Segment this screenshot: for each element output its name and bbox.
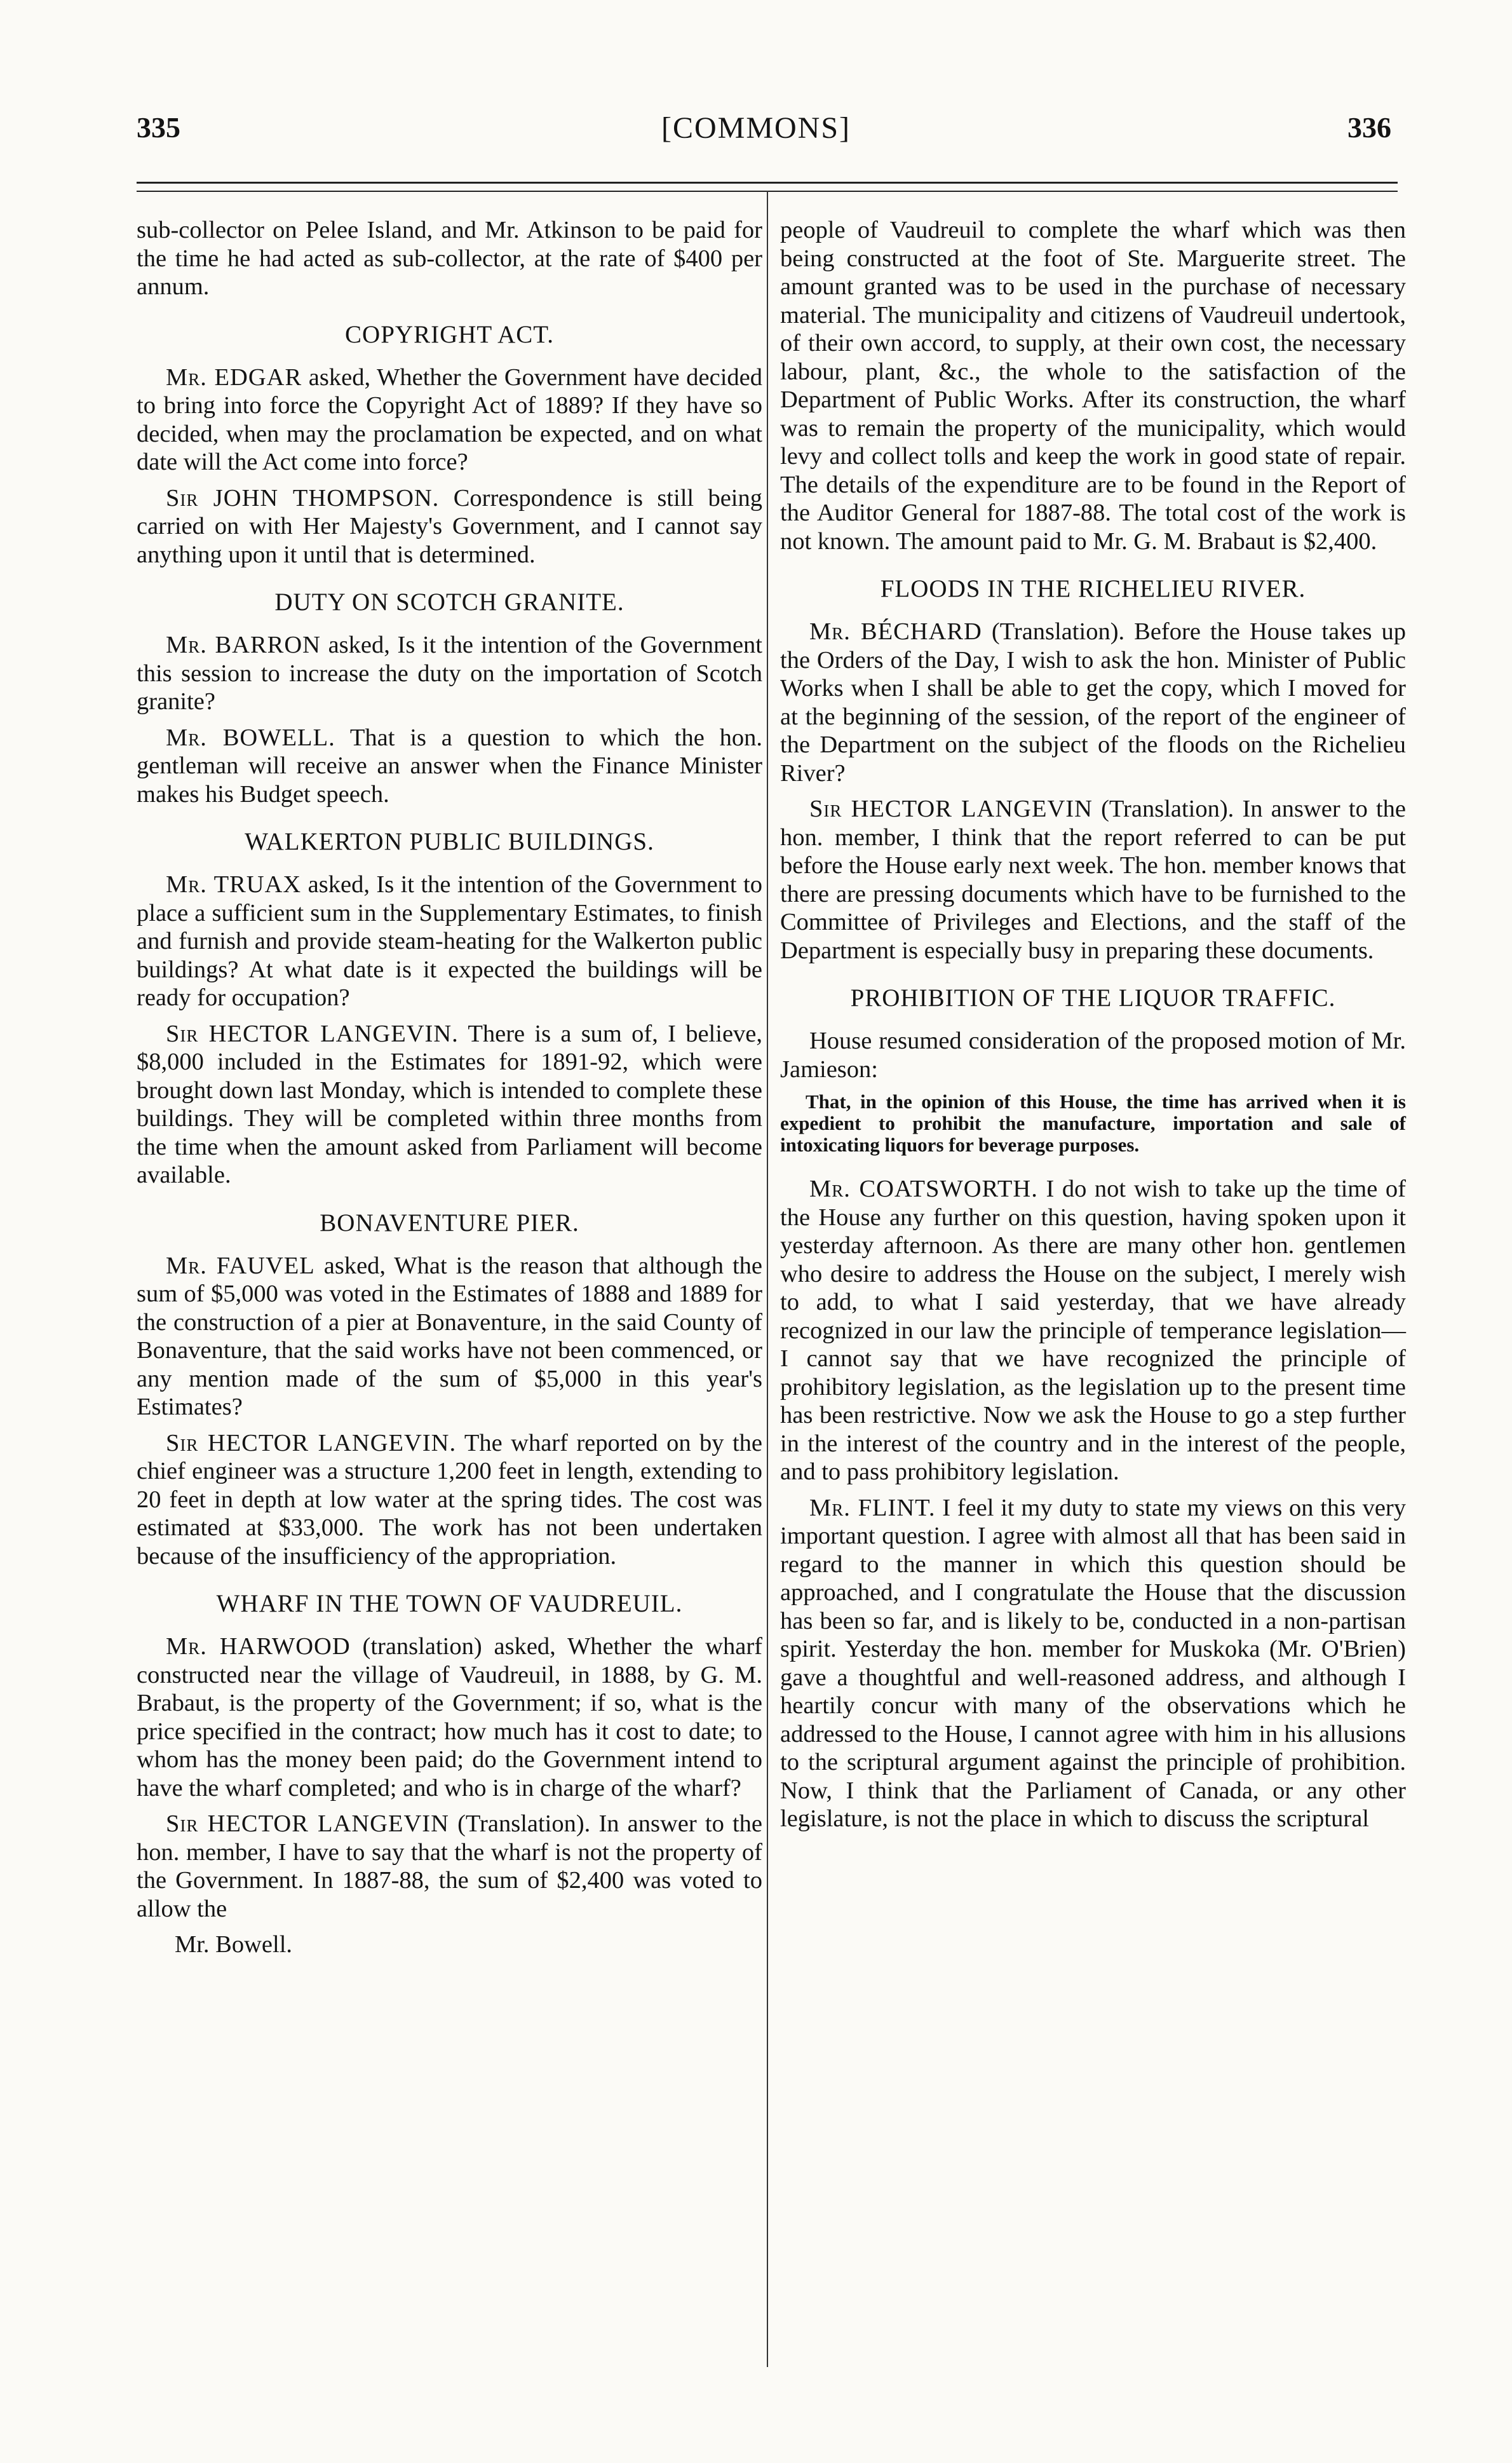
speaker-name: Sir HECTOR LANGEVIN <box>809 796 1093 822</box>
paragraph: people of Vaudreuil to complete the wharf which was then being constructed at the foot of Ste. Marguerite street. The amount granted was to be used in the purchase of necessary material. The municipality and citizens of Vaudreuil undertook, of their own accord, to supply, at their own cost, the necessary labour, plant, &c., the whole to the satisfaction of the Department of Public Works. After its construction, the wharf was to remain the property of the municipality, which would levy and collect tolls and keep the work in good state of repair. The details of the expenditure are to be found in the Report of the Auditor General for 1887-88. The total cost of the work is not known. The amount paid to Mr. G. M. Brabaut is $2,400. <box>780 217 1406 555</box>
paragraph <box>780 1494 1406 1833</box>
speech-text: There is a sum of, I believe, $8,000 included in the Estimates for 1891-92, which were brought down last Monday, which is intended to complete these buildings. They will be completed within three months from the time when the amount asked from Parliament will become available. <box>137 1020 762 1188</box>
paragraph <box>137 363 762 477</box>
speech-text: (Translation). In answer to the hon. member, I think that the report referred to can be put before the House early next week. The hon. member knows that there are pressing documents which have to be furnished to the Committee of Privileges and Elections, and the staff of the Department is especially busy in preparing these documents. <box>780 796 1407 964</box>
section-heading: WALKERTON PUBLIC BUILDINGS. <box>245 828 654 855</box>
speech-text: (Translation). Before the House takes up the Orders of the Day, I wish to ask the hon. Minister of Public Works when I shall be able to get the copy, which I moved for at the beginning of the session, of the report of the engineer of the Department on the subject of the floods on the Richelieu River? <box>780 618 1407 787</box>
speaker-name: Mr. BARRON <box>166 632 321 658</box>
speaker-name: Mr. BÉCHARD <box>809 618 982 645</box>
column-divider <box>767 191 768 2367</box>
speech-text: (translation) asked, Whether the wharf constructed near the village of Vaudreuil, in 1888, by G. M. Brabaut, is the property of the Government; if so, what is the price specified in the contract; how much has it cost to date; to whom has the money been paid; do the Government intend to have the wharf completed; and who is in charge of the wharf? <box>137 1633 763 1801</box>
paragraph <box>137 1810 762 1923</box>
speaker-name: Mr. HARWOOD <box>166 1633 351 1660</box>
speaker-name: Mr. BOWELL. <box>166 724 335 751</box>
speech-text: asked, Is it the intention of the Government this session to increase the duty on the importation of Scotch granite? <box>137 632 762 715</box>
section-heading: FLOODS IN THE RICHELIEU RIVER. <box>880 575 1306 602</box>
speech-text: I do not wish to take up the time of the House any further on this question, having spoken upon it yesterday afternoon. As there are many other hon. gentlemen who desire to address the House on the subject, I merely wish to add, to what I said yesterday, that we have already recognized in our law the principle of temperance legislation—I cannot say that we have recognized the principle of prohibitory legislation, as the legislation up to the present time has been restrictive. Now we ask the House to go a step further in the interest of the country and in the interest of the people, and to pass prohibitory legislation. <box>780 1176 1406 1485</box>
paragraph: House resumed consideration of the proposed motion of Mr. Jamieson: <box>780 1028 1406 1083</box>
paragraph <box>780 795 1406 965</box>
speech-text: asked, Whether the Government have decided to bring into force the Copyright Act of 1889? If they have so decided, when may the proclamation be expected, and on what date will the Act come into force? <box>137 363 762 475</box>
left-column <box>137 216 762 1967</box>
paragraph <box>137 1429 762 1571</box>
page-header <box>0 0 1512 153</box>
speech-text: Correspondence is still being carried on with Her Majesty's Government, and I cannot say anything upon it until that is determined. <box>137 484 763 568</box>
speaker-name: Sir HECTOR LANGEVIN. <box>166 1429 457 1456</box>
section-heading: PROHIBITION OF THE LIQUOR TRAFFIC. <box>850 984 1336 1012</box>
speech-text: asked, Is it the intention of the Government to place a sufficient sum in the Supplementary Estimates, to finish and furnish and provide steam-heating for the Walkerton public buildings? At what date is it expected the buildings will be ready for occupation? <box>137 871 763 1011</box>
section-heading: BONAVENTURE PIER. <box>320 1209 579 1237</box>
speaker-name: Sir HECTOR LANGEVIN <box>166 1810 449 1837</box>
paragraph: sub-collector on Pelee Island, and Mr. Atkinson to be paid for the time he had acted as sub-collector, at the rate of $400 per annum. <box>137 217 762 300</box>
header-rule-top <box>137 182 1398 184</box>
speaker-name: Mr. EDGAR <box>166 363 302 391</box>
motion-text <box>780 1091 1406 1156</box>
paragraph <box>137 724 762 809</box>
speech-text: The wharf reported on by the chief engineer was a structure 1,200 feet in length, extending to 20 feet in depth at low water at the spring tides. The cost was estimated at $33,000. The work has not been undertaken because of the insufficiency of the appropriation. <box>137 1429 762 1570</box>
section-heading: DUTY ON SCOTCH GRANITE. <box>274 588 624 616</box>
speech-text: I feel it my duty to state my views on this very important question. I agree with almost all that has been said in regard to the manner in which this question should be approached, and I congratulate the House that the discussion has been so far, and is likely to be, conducted in a non-partisan spirit. Yesterday the hon. member for Muskoka (Mr. O'Brien) gave a thoughtful and well-reasoned address, and although I heartily concur with many of the observations which he addressed to the House, I cannot agree with him in his allusions to the scriptural argument against the principle of prohibition. Now, I think that the Parliament of Canada, or any other legislature, is not the place in which to discuss the scriptural <box>780 1494 1406 1832</box>
running-title: [COMMONS] <box>661 111 851 145</box>
right-column <box>780 216 1406 1841</box>
paragraph <box>137 1020 762 1190</box>
paragraph <box>137 484 762 569</box>
speaker-name: Mr. TRUAX <box>166 871 302 898</box>
paragraph <box>780 1175 1406 1486</box>
speaker-name: Mr. FLINT. <box>809 1494 936 1521</box>
speaker-name: Mr. COATSWORTH. <box>809 1176 1038 1202</box>
right-page-number: 336 <box>1347 111 1391 144</box>
speech-text: (Translation). In answer to the hon. member, I have to say that the wharf is not the property of the Government. In 1887-88, the sum of $2,400 was voted to allow the <box>137 1810 763 1922</box>
paragraph <box>780 618 1406 787</box>
paragraph <box>137 1632 762 1802</box>
page-signature: Mr. Bowell. <box>175 1931 293 1958</box>
speaker-name: Mr. FAUVEL <box>166 1252 315 1279</box>
paragraph <box>137 871 762 1012</box>
speaker-name: Sir HECTOR LANGEVIN. <box>166 1020 459 1047</box>
motion-body: That, in the opinion of this House, the time has arrived when it is expedient to prohibit the manufacture, importation and sale of intoxicating liquors for beverage purposes. <box>780 1090 1406 1156</box>
speech-text: That is a question to which the hon. gentleman will receive an answer when the Finance Minister makes his Budget speech. <box>137 724 762 808</box>
speaker-name: Sir JOHN THOMPSON. <box>166 484 440 512</box>
speech-text: asked, What is the reason that although the sum of $5,000 was voted in the Estimates of 1888 and 1889 for the construction of a pier at Bonaventure, in the said County of Bonaventure, that the said works have not been commenced, or any mention made of the sum of $5,000 in this year's Estimates? <box>137 1252 763 1420</box>
left-page-number: 335 <box>137 111 180 144</box>
section-heading: COPYRIGHT ACT. <box>345 320 554 348</box>
section-heading: WHARF IN THE TOWN OF VAUDREUIL. <box>216 1590 683 1617</box>
paragraph <box>137 631 762 716</box>
paragraph <box>137 1252 762 1421</box>
